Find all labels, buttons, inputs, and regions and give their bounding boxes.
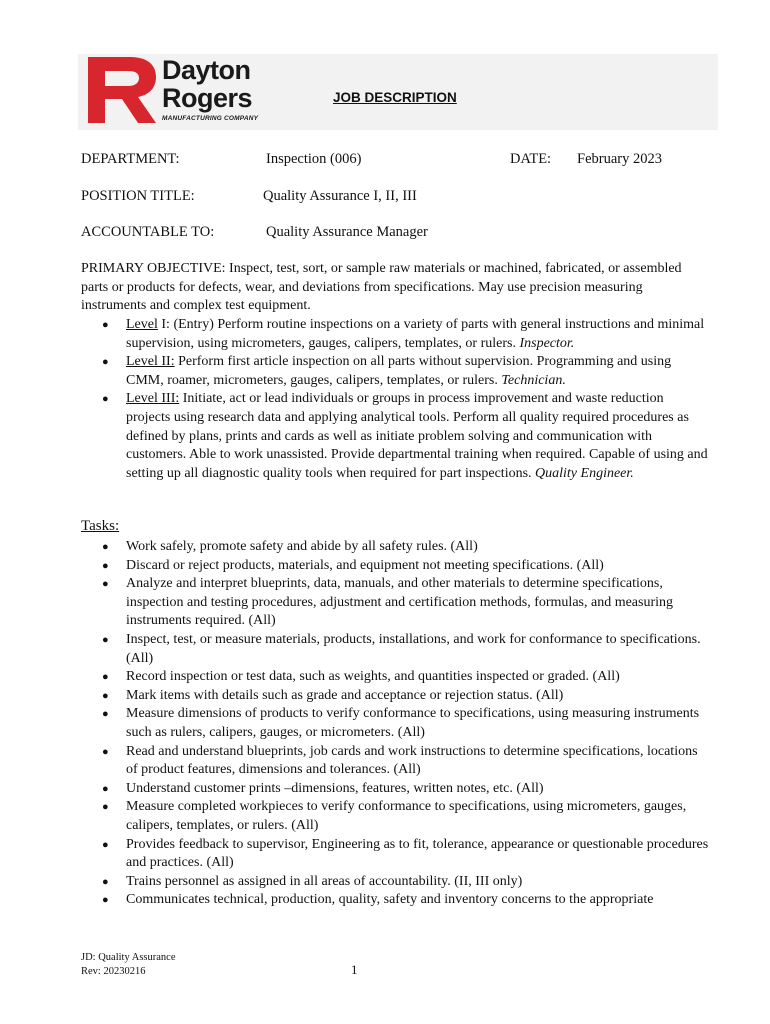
- level-name: Level II:: [126, 354, 175, 370]
- task-item: [81, 743, 711, 780]
- position-title-label: POSITION TITLE:: [81, 188, 195, 204]
- date-value: February 2023: [577, 151, 662, 167]
- logo-r-mark-icon: [88, 57, 158, 123]
- level-item-2: [81, 353, 711, 390]
- task-item: [81, 575, 711, 631]
- tasks-heading: Tasks:: [81, 518, 120, 534]
- bullet-icon: ●: [102, 689, 109, 702]
- page-number: 1: [351, 962, 358, 977]
- logo-text-rogers: Rogers: [162, 83, 253, 113]
- task-text: Mark items with details such as grade and acceptance or rejection status. (All): [126, 687, 564, 703]
- bullet-icon: ●: [102, 671, 109, 684]
- level-item-3: [81, 390, 711, 483]
- accountable-to-label: ACCOUNTABLE TO:: [81, 224, 215, 240]
- task-text: Trains personnel as assigned in all areas of accountability. (II, III only): [126, 873, 523, 889]
- bullet-icon: ●: [102, 559, 109, 572]
- position-title-value: Quality Assurance I, II, III: [263, 188, 417, 204]
- task-text: Work safely, promote safety and abide by all safety rules. (All): [126, 539, 478, 554]
- level-text: (Entry) Perform routine inspections on a variety of parts with general instructions and minimal supervision, using micrometers, gauges, calipers, templates, or rulers.: [126, 317, 705, 351]
- task-text: Read and understand blueprints, job cards and work instructions to determine specifications, locations of product features, dimensions and tolerances. (All): [126, 743, 698, 778]
- bullet-icon: ●: [102, 838, 109, 851]
- logo-text-dayton: Dayton: [162, 55, 251, 85]
- footer-revision: Rev: 20230216: [81, 966, 146, 977]
- bullet-icon: ●: [102, 541, 109, 553]
- task-item: [81, 557, 711, 576]
- task-text: Analyze and interpret blueprints, data, manuals, and other materials to determine specifications, inspection and testing procedures, adjustment and certification methods, formulas, and measuring instruments required. (All): [126, 576, 674, 629]
- department-label: DEPARTMENT:: [81, 151, 180, 167]
- level-role: Technician.: [501, 372, 566, 388]
- task-text: Communicates technical, production, quality, safety and inventory concerns to the appropriate: [126, 892, 654, 908]
- task-text: Provides feedback to supervisor, Engineering as to fit, tolerance, appearance or questionable procedures and practices. (All): [126, 836, 709, 871]
- task-item: [81, 687, 711, 706]
- bullet-icon: ●: [102, 578, 109, 591]
- task-item: [81, 538, 711, 557]
- level-name: Level III:: [126, 391, 180, 407]
- task-item: [81, 798, 711, 835]
- task-text: Record inspection or test data, such as weights, and quantities inspected or graded. (All): [126, 669, 620, 685]
- task-item: [81, 780, 711, 799]
- department-value: Inspection (006): [266, 151, 362, 167]
- bullet-icon: ●: [102, 393, 109, 406]
- level-name-suffix: I:: [157, 317, 170, 332]
- primary-objective: PRIMARY OBJECTIVE: Inspect, test, sort, or sample raw materials or machined, fabricated, or assembled parts or products for defects, wear, and deviations from specifications. May use precision measuring instruments and complex test equipment.: [81, 261, 682, 314]
- task-item: [81, 873, 711, 892]
- bullet-icon: ●: [102, 356, 109, 369]
- bullet-icon: ●: [102, 894, 109, 907]
- bullet-icon: ●: [102, 782, 109, 795]
- footer-doc-name: JD: Quality Assurance: [81, 952, 176, 963]
- tasks-list: [81, 538, 711, 910]
- task-item: [81, 631, 711, 668]
- task-item: [81, 668, 711, 687]
- document-title: JOB DESCRIPTION: [333, 90, 457, 105]
- company-logo: [88, 57, 260, 125]
- level-item-1: [81, 316, 711, 353]
- bullet-icon: ●: [102, 875, 109, 888]
- logo-text-tagline: MANUFACTURING COMPANY: [162, 115, 259, 122]
- level-list: [81, 316, 711, 483]
- task-text: Measure dimensions of products to verify conformance to specifications, using measuring instruments such as rulers, calipers, gauges, or micrometers. (All): [126, 706, 700, 740]
- date-label: DATE:: [510, 151, 552, 167]
- level-text: Initiate, act or lead individuals or groups in process improvement and waste reduction projects using research data and applying analytical tools. Perform all quality required procedures as defined by plans, prints and cards as well as initiate problem solving and communication with customers. Able to work unassisted. Provide departmental training when required. Capable of using and setting up all diagnostic quality tools when required for part inspections.: [126, 391, 708, 481]
- task-text: Understand customer prints –dimensions, features, written notes, etc. (All): [126, 780, 544, 796]
- accountable-to-value: Quality Assurance Manager: [266, 224, 428, 240]
- task-item: [81, 705, 711, 742]
- level-role: Inspector.: [519, 335, 575, 351]
- level-role: Quality Engineer.: [535, 465, 634, 481]
- bullet-icon: ●: [102, 745, 109, 758]
- task-item: [81, 891, 711, 910]
- bullet-icon: ●: [102, 801, 109, 814]
- bullet-icon: ●: [102, 319, 109, 331]
- task-text: Inspect, test, or measure materials, products, installations, and work for conformance to specifications. (All): [126, 631, 701, 666]
- task-item: [81, 836, 711, 873]
- level-text: Perform first article inspection on all parts without supervision. Programming and using CMM, roamer, micrometers, gauges, calipers, templates, or rulers.: [126, 354, 672, 388]
- footer: [81, 951, 176, 979]
- level-name: Level: [126, 317, 158, 332]
- bullet-icon: ●: [102, 708, 109, 721]
- bullet-icon: ●: [102, 633, 109, 646]
- task-text: Measure completed workpieces to verify conformance to specifications, using micrometers, gauges, calipers, templates, or rulers. (All): [126, 799, 687, 833]
- task-text: Discard or reject products, materials, and equipment not meeting specifications. (All): [126, 557, 604, 573]
